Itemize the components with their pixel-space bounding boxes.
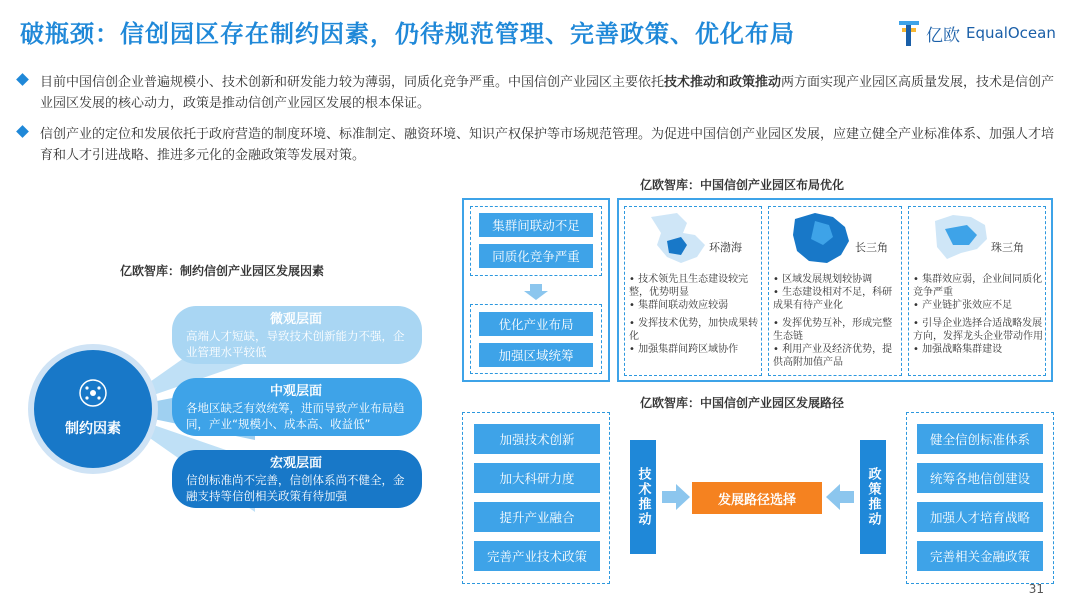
factor-level-desc: 高端人才短缺，导致技术创新能力不强，企业管理水平较低	[186, 329, 405, 359]
policy-item: 完善相关金融政策	[917, 541, 1043, 571]
factor-level-name: 微观层面	[269, 312, 322, 327]
page-number: 31	[1028, 582, 1044, 596]
tech-driver-bar: 技术推动	[630, 440, 656, 554]
region-name: 长三角	[855, 241, 888, 254]
region-note: • 加强集群间跨区域协作	[629, 344, 739, 355]
policy-driver-bar: 政策推动	[860, 440, 886, 554]
tech-item: 加大科研力度	[474, 463, 600, 493]
policy-item: 加强人才培育战略	[917, 502, 1043, 532]
factor-meso	[172, 378, 422, 436]
down-arrow-icon	[524, 284, 548, 300]
region-note: • 生态建设相对不足，科研成果有待产业化	[773, 287, 893, 311]
bullet-diamond-icon	[16, 125, 29, 138]
factor-level-desc: 信创标准尚不完善，信创体系尚不健全，金融支持等信创相关政策有待加强	[186, 473, 405, 503]
region-notes	[913, 273, 1043, 356]
region-name: 珠三角	[991, 241, 1024, 254]
layout-title: 亿欧智库：中国信创产业园区布局优化	[640, 178, 845, 192]
map-yangtze-icon	[789, 211, 855, 267]
intro-paragraph-1: 目前中国信创企业普遍规模小、技术创新和研发能力较为薄弱，同质化竞争严重。中国信创产业园区主要依托技术推动和政策推动两方面实现产业园区高质量发展，技术是信创产业园区发展的核心动力，政策是推动信创产业园区发展的根本保证。	[40, 72, 1060, 114]
region-note: • 产业链扩张效应不足	[913, 300, 1013, 311]
logo-icon	[898, 18, 920, 48]
region-notes	[773, 273, 899, 369]
region-card-pearl	[908, 206, 1046, 376]
factor-level-name: 中观层面	[269, 384, 322, 399]
factor-level-name: 宏观层面	[269, 456, 322, 471]
policy-item: 健全信创标准体系	[917, 424, 1043, 454]
region-note: • 发挥技术优势，加快成果转化	[629, 318, 759, 342]
brand-logo	[898, 16, 1056, 50]
region-note: • 集群效应弱，企业间同质化竞争严重	[913, 274, 1043, 298]
region-note: • 集群间联动效应较弱	[629, 300, 729, 311]
region-name: 环渤海	[709, 241, 742, 254]
page-title: 破瓶颈：信创园区存在制约因素，仍待规范管理、完善政策、优化布局	[20, 20, 795, 48]
problem-item: 同质化竞争严重	[479, 244, 593, 268]
region-note: • 引导企业选择合适战略发展方向，发挥龙头企业带动作用	[913, 318, 1043, 342]
region-note: • 发挥优势互补，形成完整生态链	[773, 318, 893, 342]
action-item: 优化产业布局	[479, 312, 593, 336]
region-note: • 加强战略集群建设	[913, 344, 1003, 355]
region-note: • 利用产业及经济优势，提供高附加值产品	[773, 344, 893, 368]
policy-item: 统筹各地信创建设	[917, 463, 1043, 493]
logo-cn: 亿欧	[926, 25, 960, 46]
core-path-box: 发展路径选择	[692, 482, 822, 514]
tech-item: 加强技术创新	[474, 424, 600, 454]
factor-macro	[172, 450, 422, 508]
path-title: 亿欧智库：中国信创产业园区发展路径	[640, 396, 845, 410]
intro-paragraph-2: 信创产业的定位和发展依托于政府营造的制度环境、标准制定、融资环境、知识产权保护等市场规范管理。为促进中国信创产业园区发展，应建立健全产业标准体系、加强人才培育和人才引进战略、推进多元化的金融政策等发展对策。	[40, 124, 1060, 166]
map-bohai-icon	[647, 211, 711, 267]
logo-en: EqualOcean	[966, 24, 1056, 42]
right-arrow-icon	[662, 484, 690, 510]
factor-micro	[172, 306, 422, 364]
factors-center-circle	[28, 344, 158, 474]
region-note: • 区域发展规划较协调	[773, 274, 873, 285]
region-notes	[629, 273, 759, 356]
tech-item: 提升产业融合	[474, 502, 600, 532]
region-card-bohai	[624, 206, 762, 376]
left-arrow-icon	[826, 484, 854, 510]
problem-item: 集群间联动不足	[479, 213, 593, 237]
factors-title: 亿欧智库：制约信创产业园区发展因素	[120, 264, 325, 278]
network-icon	[78, 378, 108, 408]
factor-level-desc: 各地区缺乏有效统筹，进而导致产业布局趋同，产业“规模小、成本高、收益低”	[186, 401, 405, 431]
region-note: • 技术领先且生态建设较完整，优势明显	[629, 274, 749, 298]
tech-item: 完善产业技术政策	[474, 541, 600, 571]
factors-center-label: 制约因素	[65, 421, 121, 437]
map-pearl-icon	[931, 211, 991, 265]
action-item: 加强区域统筹	[479, 343, 593, 367]
bullet-diamond-icon	[16, 73, 29, 86]
region-card-yangtze	[768, 206, 902, 376]
